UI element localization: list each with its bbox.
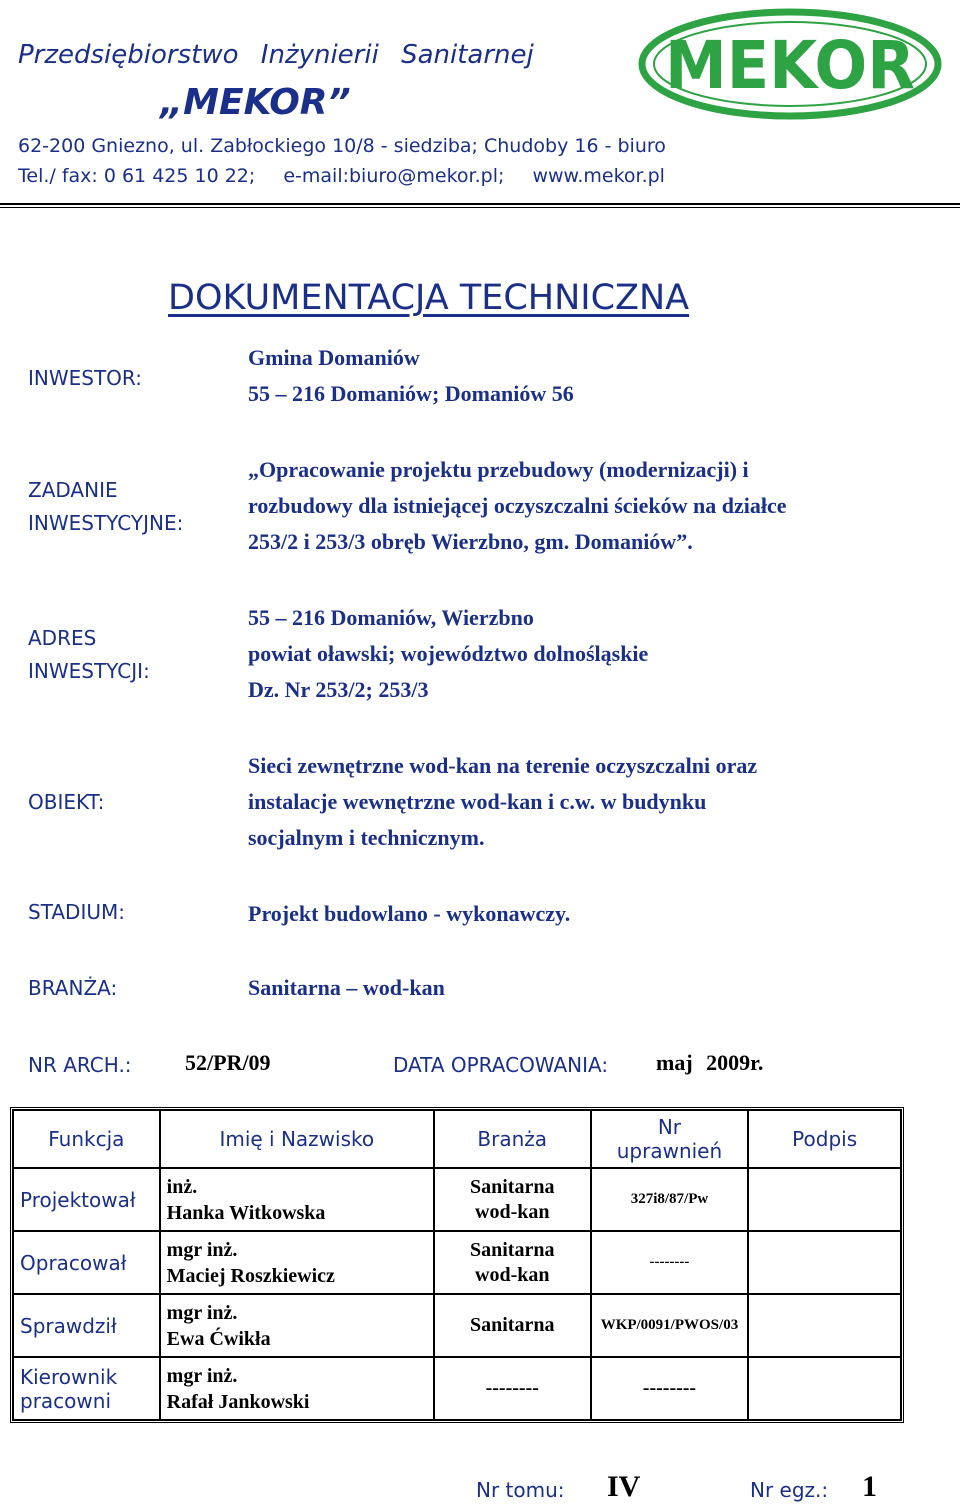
logo-text: MEKOR (665, 27, 915, 104)
phone-fax: Tel./ fax: 0 61 425 10 22; (18, 165, 256, 187)
cell-signature (748, 1294, 901, 1357)
investor-line: 55 – 216 Domaniów; Domaniów 56 (248, 381, 574, 406)
address-line: Dz. Nr 253/2; 253/3 (248, 677, 429, 702)
name-title: inż. (166, 1175, 198, 1198)
cell-branch (434, 1294, 591, 1357)
copy-label: Nr egz.: (750, 1478, 829, 1502)
address-label-line: INWESTYCJI: (28, 659, 150, 683)
investor-label: INWESTOR: (28, 366, 142, 390)
company-brand: „MEKOR” (160, 82, 351, 123)
task-value (248, 452, 928, 560)
name-full: Ewa Ćwikła (166, 1327, 271, 1350)
cell-signature (748, 1357, 901, 1420)
name-full: Rafał Jankowski (166, 1390, 310, 1413)
stage-label: STADIUM: (28, 900, 125, 924)
investment-address-value (248, 600, 928, 708)
header-divider (0, 203, 960, 208)
branch-line: wod-kan (475, 1200, 550, 1223)
table-row (13, 1294, 901, 1357)
task-label (28, 474, 183, 540)
task-line: rozbudowy dla istniejącej oczyszczalni ścieków na działce (248, 493, 787, 518)
task-label-line: INWESTYCYJNE: (28, 511, 184, 535)
cell-name (160, 1231, 434, 1294)
stage-value: Projekt budowlano - wykonawczy. (248, 901, 571, 926)
address-label-line: ADRES (28, 626, 97, 650)
cell-license: -------- (591, 1231, 749, 1294)
cell-name (160, 1357, 434, 1420)
branch-line: Sanitarna (470, 1175, 555, 1198)
cell-license: -------- (591, 1357, 749, 1420)
function-line: pracowni (20, 1388, 111, 1413)
header-cell-signature: Podpis (748, 1110, 901, 1168)
cell-name (160, 1168, 434, 1231)
archive-number-label: NR ARCH.: (28, 1053, 132, 1077)
investor-line: Gmina Domaniów (248, 345, 420, 370)
cell-function (13, 1357, 160, 1420)
mekor-logo (638, 8, 942, 120)
company-name: Przedsiębiorstwo Inżynierii Sanitarnej (18, 40, 534, 70)
archive-number-value: 52/PR/09 (185, 1050, 271, 1075)
object-label: OBIEKT: (28, 790, 105, 814)
branch-line: Sanitarna (470, 1238, 555, 1261)
cell-branch: -------- (434, 1357, 591, 1420)
email-address: e-mail:biuro@mekor.pl; (283, 165, 505, 187)
name-full: Hanka Witkowska (166, 1201, 326, 1224)
name-title: mgr inż. (166, 1238, 238, 1261)
website-link[interactable]: www.mekor.pl (532, 165, 665, 187)
header-cell-license (591, 1110, 749, 1168)
object-line: Sieci zewnętrzne wod-kan na terenie oczyszczalni oraz (248, 753, 758, 778)
address-line: powiat oławski; województwo dolnośląskie (248, 641, 649, 666)
date-label: DATA OPRACOWANIA: (393, 1053, 609, 1077)
investor-value (248, 340, 928, 412)
cell-function: Sprawdził (13, 1294, 160, 1357)
cell-signature (748, 1168, 901, 1231)
header-cell-name: Imię i Nazwisko (160, 1110, 434, 1168)
copy-value: 1 (862, 1470, 877, 1503)
object-line: socjalnym i technicznym. (248, 825, 485, 850)
volume-value: IV (607, 1470, 641, 1503)
object-value (248, 748, 928, 856)
cell-name (160, 1294, 434, 1357)
branch-line: Sanitarna (470, 1314, 555, 1336)
table-row (13, 1357, 901, 1420)
function-line: Kierownik (20, 1364, 118, 1389)
company-address: 62-200 Gniezno, ul. Zabłockiego 10/8 - siedziba; Chudoby 16 - biuro (18, 135, 666, 157)
cell-license: 327i8/87/Pw (591, 1168, 749, 1231)
volume-label: Nr tomu: (476, 1478, 565, 1502)
cell-function: Projektował (13, 1168, 160, 1231)
cell-signature (748, 1231, 901, 1294)
header-license-line: Nr (657, 1115, 682, 1139)
table-row (13, 1231, 901, 1294)
cell-license: WKP/0091/PWOS/03 (591, 1294, 749, 1357)
object-line: instalacje wewnętrzne wod-kan i c.w. w budynku (248, 789, 707, 814)
name-title: mgr inż. (166, 1301, 238, 1324)
task-label-line: ZADANIE (28, 478, 118, 502)
signatures-table (10, 1107, 904, 1423)
name-full: Maciej Roszkiewicz (166, 1264, 335, 1287)
header-cell-branch: Branża (434, 1110, 591, 1168)
investment-address-label (28, 622, 150, 688)
task-line: 253/2 i 253/3 obręb Wierzbno, gm. Domaniów”. (248, 529, 693, 554)
company-contact (18, 165, 687, 187)
name-title: mgr inż. (166, 1364, 238, 1387)
branch-label: BRANŻA: (28, 976, 118, 1000)
address-line: 55 – 216 Domaniów, Wierzbno (248, 605, 534, 630)
cell-branch (434, 1168, 591, 1231)
table-header-row (13, 1110, 901, 1168)
cell-branch (434, 1231, 591, 1294)
branch-line: wod-kan (475, 1263, 550, 1286)
header-cell-function: Funkcja (13, 1110, 160, 1168)
date-value: maj 2009r. (656, 1050, 764, 1075)
branch-value: Sanitarna – wod-kan (248, 975, 445, 1000)
table-row (13, 1168, 901, 1231)
cell-function: Opracował (13, 1231, 160, 1294)
header-license-line: uprawnień (616, 1139, 723, 1163)
document-title: DOKUMENTACJA TECHNICZNA (168, 278, 690, 318)
task-line: „Opracowanie projektu przebudowy (modernizacji) i (248, 457, 749, 482)
